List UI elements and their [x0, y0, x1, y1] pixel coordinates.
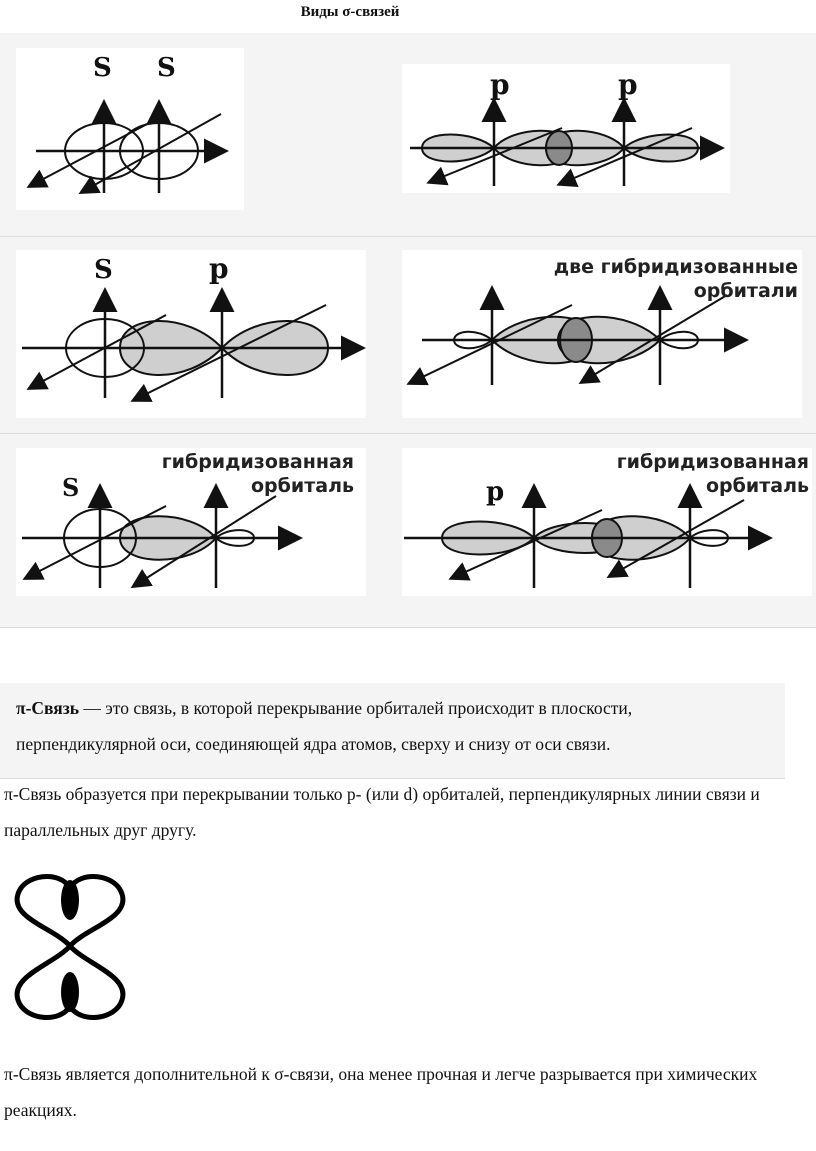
pi-term: π-Связь — [16, 698, 80, 718]
s-hybrid-overlap-figure — [16, 448, 366, 596]
two-hybrid-overlap-figure — [402, 250, 802, 418]
p-hybrid-overlap-figure — [402, 448, 812, 596]
pi-bond-figure — [10, 868, 140, 1028]
pi-formation-paragraph: π-Связь образуется при перекрывании только p- (или d) орбиталей, перпендикулярных линии связи и параллельных друг другу. — [4, 784, 760, 840]
p-label: p — [486, 477, 505, 507]
two-hybrid-overlap-diagram — [402, 250, 802, 418]
title-prefix: Виды — [300, 4, 343, 20]
p-label: p — [209, 252, 229, 285]
hybrid-caption-line2: орбитали — [693, 280, 798, 302]
page-title — [0, 4, 700, 21]
pi-definition-text: — это связь, в которой перекрывание орбиталей происходит в плоскости, перпендикулярной оси, соединяющей ядра атомов, сверху и снизу от оси связи. — [16, 698, 633, 754]
s-p-overlap-figure — [16, 250, 366, 418]
hybrid-caption-line1: гибридизованная — [616, 451, 809, 473]
s-label: S — [94, 255, 113, 285]
s-label: S — [157, 53, 176, 83]
hybrid-caption-line1: две гибридизованные — [553, 256, 798, 278]
s-s-overlap-diagram — [16, 48, 244, 210]
s-label: S — [93, 53, 112, 83]
s-hybrid-overlap-diagram — [16, 448, 366, 596]
hybrid-caption-line2: орбиталь — [251, 475, 354, 497]
title-bold: σ-связей — [342, 4, 400, 20]
s-label: S — [62, 473, 80, 502]
s-s-overlap-figure — [16, 48, 244, 210]
p-p-overlap-figure — [402, 64, 730, 193]
p-p-overlap-diagram — [402, 64, 730, 193]
hybrid-caption-line2: орбиталь — [706, 475, 809, 497]
p-hybrid-overlap-diagram — [402, 448, 812, 596]
p-label: p — [490, 68, 510, 101]
s-p-overlap-diagram — [16, 250, 366, 418]
pi-definition — [16, 690, 776, 762]
p-label: p — [618, 68, 638, 101]
hybrid-caption-line1: гибридизованная — [161, 451, 354, 473]
pi-weakness-paragraph: π-Связь является дополнительной к σ-связи, она менее прочная и легче разрывается при химических реакциях. — [4, 1064, 758, 1120]
